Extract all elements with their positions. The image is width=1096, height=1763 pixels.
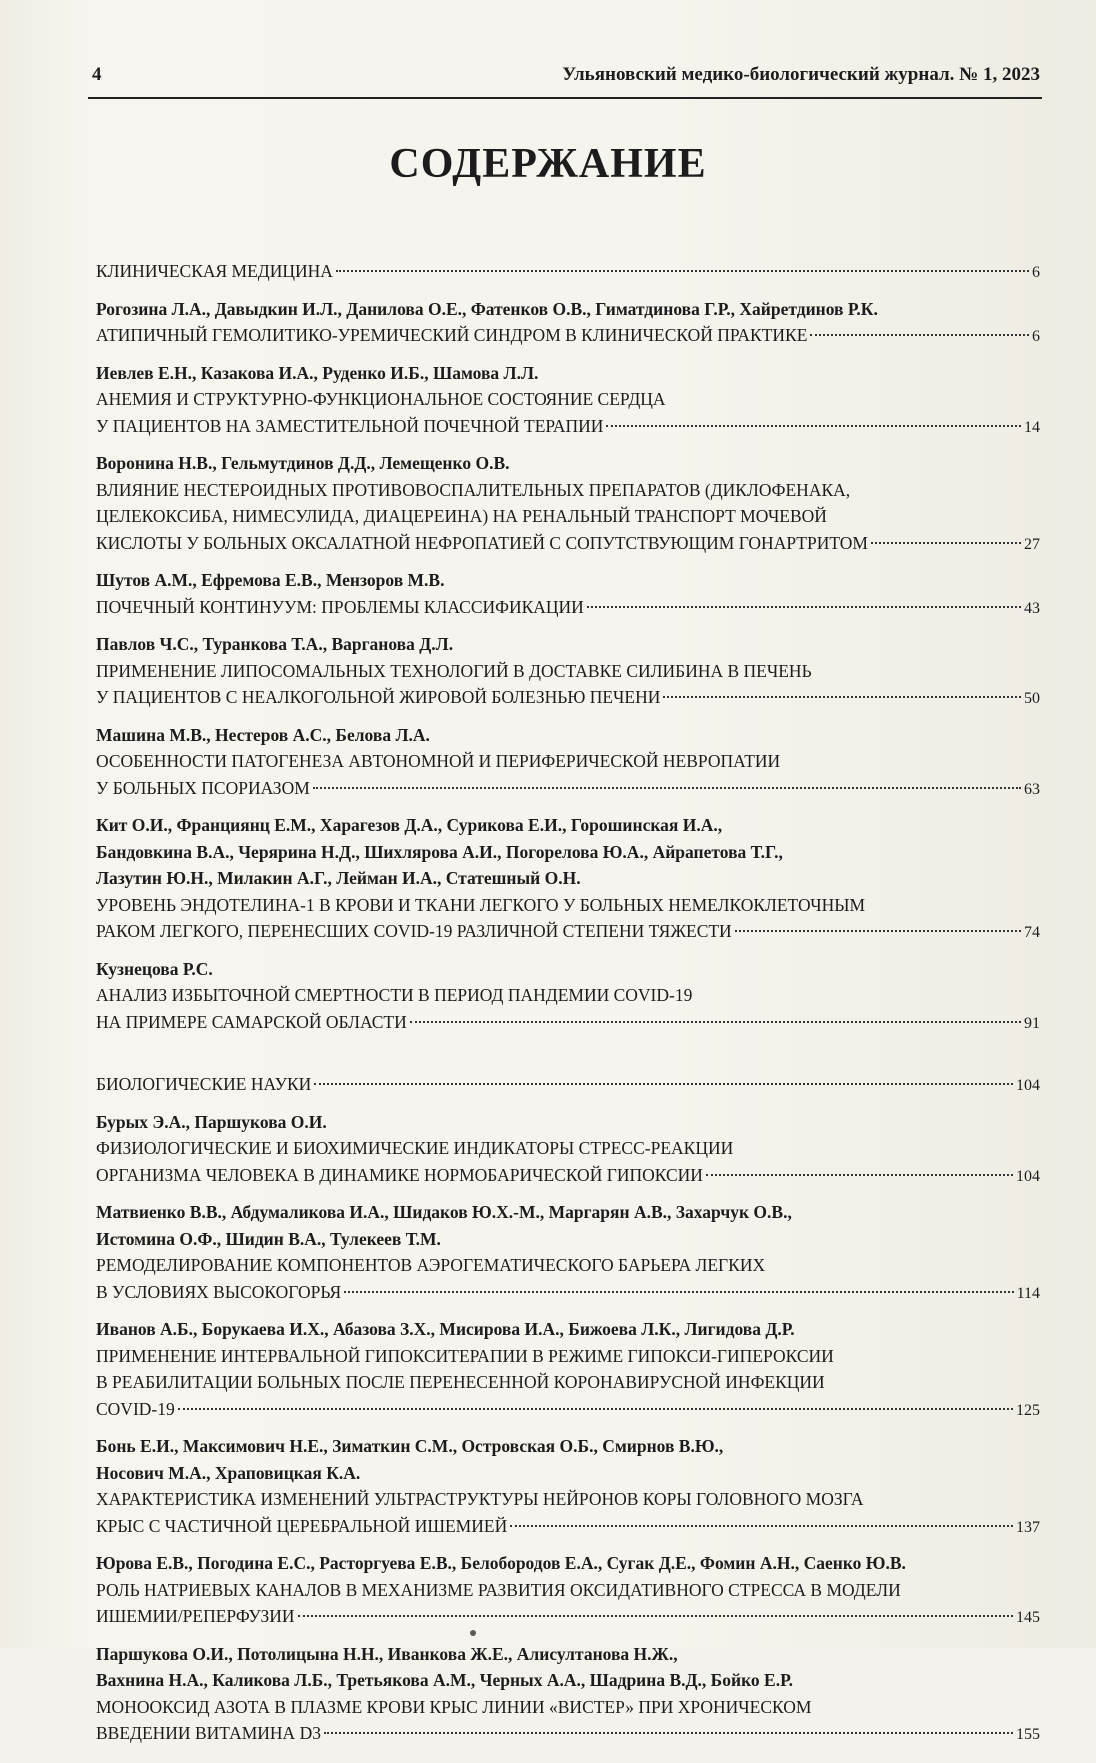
entry-page-number: 91	[1024, 1014, 1040, 1032]
entry-title-line: ФИЗИОЛОГИЧЕСКИЕ И БИОХИМИЧЕСКИЕ ИНДИКАТОРЫ СТРЕСС-РЕАКЦИИ	[96, 1138, 734, 1158]
toc-entry[interactable]	[96, 567, 1040, 622]
toc-entry[interactable]	[96, 1109, 1040, 1191]
entry-authors: Иевлев Е.Н., Казакова И.А., Руденко И.Б., Шамова Л.Л.	[96, 362, 539, 383]
entry-page-number: 27	[1024, 535, 1040, 553]
entry-title-line: РОЛЬ НАТРИЕВЫХ КАНАЛОВ В МЕХАНИЗМЕ РАЗВИТИЯ ОКСИДАТИВНОГО СТРЕССА В МОДЕЛИ	[96, 1579, 901, 1600]
dot-leader	[313, 787, 1021, 789]
entry-title-last-line	[96, 1009, 1040, 1038]
dot-leader	[178, 1408, 1013, 1410]
entry-page-number: 114	[1016, 1284, 1040, 1302]
entry-title-line: ХАРАКТЕРИСТИКА ИЗМЕНЕНИЙ УЛЬТРАСТРУКТУРЫ НЕЙРОНОВ КОРЫ ГОЛОВНОГО МОЗГА	[96, 1489, 864, 1509]
entry-title-line: ОСОБЕННОСТИ ПАТОГЕНЕЗА АВТОНОМНОЙ И ПЕРИФЕРИЧЕСКОЙ НЕВРОПАТИИ	[96, 751, 781, 771]
entry-title-text: ПОЧЕЧНЫЙ КОНТИНУУМ: ПРОБЛЕМЫ КЛАССИФИКАЦИИ	[96, 596, 584, 617]
entry-title-text: КИСЛОТЫ У БОЛЬНЫХ ОКСАЛАТНОЙ НЕФРОПАТИЕЙ С СОПУТСТВУЮЩИМ ГОНАРТРИТОМ	[96, 532, 868, 553]
entry-title-text: КРЫС С ЧАСТИЧНОЙ ЦЕРЕБРАЛЬНОЙ ИШЕМИЕЙ	[96, 1515, 508, 1536]
entry-page-number: 137	[1016, 1518, 1040, 1536]
entry-authors: Шутов А.М., Ефремова Е.В., Мензоров М.В.	[96, 570, 445, 590]
dot-leader	[587, 606, 1021, 608]
entry-authors: Иванов А.Б., Борукаева И.Х., Абазова З.Х., Мисирова И.А., Бижоева Л.К., Лигидова Д.Р.	[96, 1319, 795, 1339]
entry-authors: Кузнецова Р.С.	[96, 958, 213, 979]
entry-title-last-line	[96, 413, 1040, 442]
entry-page-number: 155	[1016, 1726, 1040, 1743]
table-of-contents	[96, 258, 1040, 1763]
entry-authors: Павлов Ч.С., Туранкова Т.А., Варганова Д.Л.	[96, 634, 454, 654]
dot-leader	[298, 1615, 1013, 1617]
entry-title-text: ВВЕДЕНИИ ВИТАМИНА D3	[96, 1723, 321, 1743]
dot-leader	[510, 1525, 1013, 1527]
dot-leader	[706, 1174, 1013, 1176]
dot-leader	[810, 334, 1029, 336]
entry-page-number: 50	[1024, 690, 1040, 707]
dot-leader	[324, 1732, 1013, 1734]
entry-title-last-line	[96, 322, 1040, 351]
entry-title-text: ИШЕМИИ/РЕПЕРФУЗИИ	[96, 1606, 295, 1626]
dot-leader	[336, 270, 1029, 272]
entry-title-line: АНЕМИЯ И СТРУКТУРНО-ФУНКЦИОНАЛЬНОЕ СОСТОЯНИЕ СЕРДЦА	[96, 389, 666, 409]
toc-section	[96, 1071, 1040, 1749]
entry-title-last-line	[96, 1396, 1040, 1425]
section-page-number: 6	[1032, 264, 1040, 281]
entry-title-line: ЦЕЛЕКОКСИБА, НИМЕСУЛИДА, ДИАЦЕРЕИНА) НА РЕНАЛЬНЫЙ ТРАНСПОРТ МОЧЕВОЙ	[96, 506, 827, 526]
entry-page-number: 43	[1024, 599, 1040, 617]
entry-authors: Кит О.И., Франциянц Е.М., Харагезов Д.А., Сурикова Е.И., Горошинская И.А.,	[96, 815, 723, 835]
toc-entry[interactable]	[96, 1199, 1040, 1307]
toc-entry[interactable]	[96, 450, 1040, 558]
entry-title-text: ОРГАНИЗМА ЧЕЛОВЕКА В ДИНАМИКЕ НОРМОБАРИЧЕСКОЙ ГИПОКСИИ	[96, 1164, 703, 1185]
entry-page-number: 14	[1024, 418, 1040, 436]
toc-entry[interactable]	[96, 296, 1040, 351]
entry-title-text: У ПАЦИЕНТОВ С НЕАЛКОГОЛЬНОЙ ЖИРОВОЙ БОЛЕЗНЬЮ ПЕЧЕНИ	[96, 687, 661, 707]
toc-entry[interactable]	[96, 956, 1040, 1038]
entry-title-line: РЕМОДЕЛИРОВАНИЕ КОМПОНЕНТОВ АЭРОГЕМАТИЧЕСКОГО БАРЬЕРА ЛЕГКИХ	[96, 1255, 766, 1275]
toc-entry[interactable]	[96, 722, 1040, 804]
entry-title-text: У ПАЦИЕНТОВ НА ЗАМЕСТИТЕЛЬНОЙ ПОЧЕЧНОЙ ТЕРАПИИ	[96, 415, 604, 436]
toc-entry[interactable]	[96, 631, 1040, 713]
entry-title-text: COVID-19	[96, 1398, 175, 1419]
section-heading[interactable]	[96, 1071, 1040, 1100]
toc-entry[interactable]	[96, 1641, 1040, 1749]
running-header	[92, 64, 1040, 86]
dot-leader	[663, 696, 1021, 698]
toc-entry[interactable]	[96, 360, 1040, 442]
entry-authors: Матвиенко В.В., Абдумаликова И.А., Шидаков Ю.Х.-М., Маргарян А.В., Захарчук О.В.,	[96, 1202, 792, 1222]
entry-title-last-line	[96, 530, 1040, 559]
dot-leader	[735, 930, 1021, 932]
paper-mark	[470, 1630, 476, 1636]
page-number: 4	[92, 64, 102, 85]
entry-authors: Машина М.В., Нестеров А.С., Белова Л.А.	[96, 724, 430, 745]
entry-title-line: УРОВЕНЬ ЭНДОТЕЛИНА-1 В КРОВИ И ТКАНИ ЛЕГКОГО У БОЛЬНЫХ НЕМЕЛКОКЛЕТОЧНЫМ	[96, 894, 866, 915]
entry-page-number: 104	[1016, 1167, 1040, 1185]
entry-title-last-line	[96, 1513, 1040, 1542]
section-heading[interactable]	[96, 258, 1040, 287]
entry-title-last-line	[96, 1162, 1040, 1191]
section-heading-label: КЛИНИЧЕСКАЯ МЕДИЦИНА	[96, 261, 333, 281]
journal-title: Ульяновский медико-биологический журнал. № 1, 2023	[562, 64, 1040, 85]
entry-title-last-line	[96, 1279, 1040, 1308]
entry-authors: Бандовкина В.А., Черярина Н.Д., Шихлярова А.И., Погорелова Ю.А., Айрапетова Т.Г.,	[96, 841, 783, 862]
entry-title-text: РАКОМ ЛЕГКОГО, ПЕРЕНЕСШИХ COVID-19 РАЗЛИЧНОЙ СТЕПЕНИ ТЯЖЕСТИ	[96, 921, 732, 941]
dot-leader	[606, 425, 1021, 427]
entry-page-number: 6	[1032, 328, 1040, 345]
entry-title-last-line	[96, 918, 1040, 947]
toc-section	[96, 258, 1040, 1037]
section-page-number: 104	[1016, 1077, 1040, 1094]
dot-leader	[314, 1083, 1013, 1085]
dot-leader	[871, 542, 1021, 544]
entry-title-line: МОНООКСИД АЗОТА В ПЛАЗМЕ КРОВИ КРЫС ЛИНИИ «ВИСТЕР» ПРИ ХРОНИЧЕСКОМ	[96, 1696, 812, 1717]
entry-title-line: ПРИМЕНЕНИЕ ЛИПОСОМАЛЬНЫХ ТЕХНОЛОГИЙ В ДОСТАВКЕ СИЛИБИНА В ПЕЧЕНЬ	[96, 660, 812, 681]
entry-authors: Вахнина Н.А., Каликова Л.Б., Третьякова А.М., Черных А.А., Шадрина В.Д., Бойко Е.Р.	[96, 1670, 793, 1690]
entry-authors: Бурых Э.А., Паршукова О.И.	[96, 1111, 327, 1132]
entry-title-last-line	[96, 1720, 1040, 1749]
entry-authors: Истомина О.Ф., Шидин В.А., Тулекеев Т.М.	[96, 1228, 441, 1249]
entry-authors: Рогозина Л.А., Давыдкин И.Л., Данилова О.Е., Фатенков О.В., Гиматдинова Г.Р., Хайретдинов Р.К.	[96, 298, 878, 319]
entry-title-last-line	[96, 775, 1040, 804]
dot-leader	[410, 1021, 1021, 1023]
entry-page-number: 125	[1016, 1401, 1040, 1419]
header-rule	[88, 97, 1042, 99]
entry-title-line: ВЛИЯНИЕ НЕСТЕРОИДНЫХ ПРОТИВОВОСПАЛИТЕЛЬНЫХ ПРЕПАРАТОВ (ДИКЛОФЕНАКА,	[96, 479, 851, 500]
entry-title-last-line	[96, 1603, 1040, 1632]
page-title: СОДЕРЖАНИЕ	[389, 141, 707, 187]
entry-authors: Носович М.А., Храповицкая К.А.	[96, 1462, 361, 1483]
entry-title-text: АТИПИЧНЫЙ ГЕМОЛИТИКО-УРЕМИЧЕСКИЙ СИНДРОМ В КЛИНИЧЕСКОЙ ПРАКТИКЕ	[96, 325, 808, 345]
dot-leader	[344, 1291, 1013, 1293]
entry-title-line: АНАЛИЗ ИЗБЫТОЧНОЙ СМЕРТНОСТИ В ПЕРИОД ПАНДЕМИИ COVID-19	[96, 985, 693, 1005]
toc-entry[interactable]	[96, 812, 1040, 947]
entry-title-text: НА ПРИМЕРЕ САМАРСКОЙ ОБЛАСТИ	[96, 1011, 407, 1032]
entry-authors: Лазутин Ю.Н., Милакин А.Г., Лейман И.А., Статешный О.Н.	[96, 868, 581, 888]
entry-authors: Юрова Е.В., Погодина Е.С., Расторгуева Е.В., Белобородов Е.А., Сугак Д.Е., Фомин А.Н., Саенко Ю.В.	[96, 1553, 906, 1573]
entry-page-number: 63	[1024, 780, 1040, 798]
toc-entry[interactable]	[96, 1433, 1040, 1541]
entry-authors: Паршукова О.И., Потолицына Н.Н., Иванкова Ж.Е., Алисултанова Н.Ж.,	[96, 1643, 678, 1664]
entry-authors: Бонь Е.И., Максимович Н.Е., Зиматкин С.М., Островская О.Б., Смирнов В.Ю.,	[96, 1436, 724, 1456]
entry-page-number: 145	[1016, 1609, 1040, 1626]
entry-title-last-line	[96, 684, 1040, 713]
section-heading-label: БИОЛОГИЧЕСКИЕ НАУКИ	[96, 1074, 312, 1094]
entry-page-number: 74	[1024, 924, 1040, 941]
entry-title-line: В РЕАБИЛИТАЦИИ БОЛЬНЫХ ПОСЛЕ ПЕРЕНЕСЕННОЙ КОРОНАВИРУСНОЙ ИНФЕКЦИИ	[96, 1372, 825, 1392]
entry-title-text: В УСЛОВИЯХ ВЫСОКОГОРЬЯ	[96, 1281, 342, 1302]
entry-title-text: У БОЛЬНЫХ ПСОРИАЗОМ	[96, 777, 310, 798]
toc-entry[interactable]	[96, 1316, 1040, 1424]
toc-entry[interactable]	[96, 1550, 1040, 1632]
entry-title-line: ПРИМЕНЕНИЕ ИНТЕРВАЛЬНОЙ ГИПОКСИТЕРАПИИ В РЕЖИМЕ ГИПОКСИ-ГИПЕРОКСИИ	[96, 1345, 834, 1366]
entry-title-last-line	[96, 594, 1040, 623]
entry-authors: Воронина Н.В., Гельмутдинов Д.Д., Лемещенко О.В.	[96, 453, 510, 473]
